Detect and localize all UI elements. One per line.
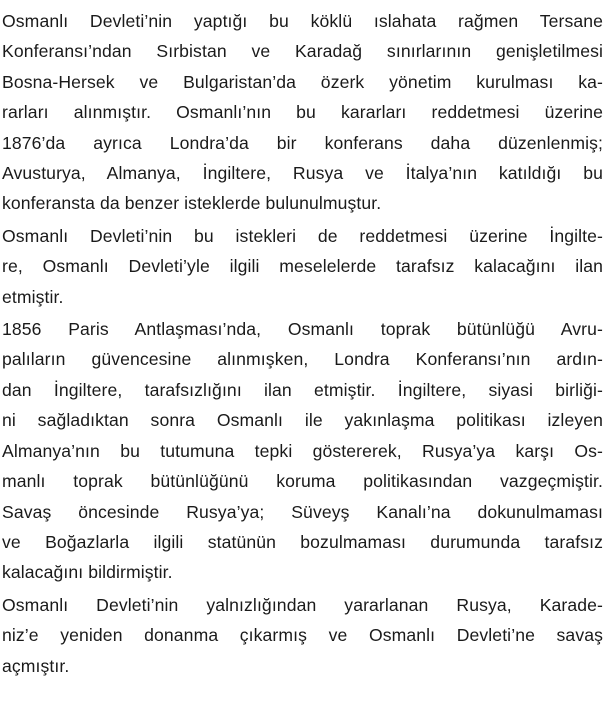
text-line: konferansta da benzer isteklerde bulunulmuştur. xyxy=(2,193,382,214)
text-line: 1876’da ayrıca Londra’da bir konferans daha düzenlenmiş; xyxy=(2,132,603,153)
text-line: niz’e yeniden donanma çıkarmış ve Osmanlı Devleti’ne savaş xyxy=(2,625,603,646)
text-line: Bosna-Hersek ve Bulgaristan’da özerk yönetim kurulması ka- xyxy=(2,71,603,92)
text-line: Almanya’nın bu tutumuna tepki göstererek, Rusya’ya karşı Os- xyxy=(2,440,603,461)
text-line: Osmanlı Devleti’nin yaptığı bu köklü ıslahata rağmen Tersane xyxy=(2,11,603,31)
text-line: re, Osmanlı Devleti’yle ilgili meselelerde tarafsız kalacağını ilan xyxy=(2,256,603,277)
text-line: 1856 Paris Antlaşması’nda, Osmanlı toprak bütünlüğü Avru- xyxy=(2,319,603,340)
text-line: dan İngiltere, tarafsızlığını ilan etmiştir. İngiltere, siyasi birliği- xyxy=(2,379,603,400)
text-line: ve Boğazlarla ilgili statünün bozulmaması durumunda tarafsız xyxy=(2,531,603,552)
text-line: kalacağını bildirmiştir. xyxy=(2,562,173,583)
text-line: açmıştır. xyxy=(2,655,70,676)
text-line: manlı toprak bütünlüğünü koruma politikasından vazgeçmiştir. xyxy=(2,471,603,492)
paragraph-3 xyxy=(2,314,603,588)
text-line: etmiştir. xyxy=(2,286,64,307)
text-line: Osmanlı Devleti’nin yalnızlığından yararlanan Rusya, Karade- xyxy=(2,594,603,615)
text-line: rarları alınmıştır. Osmanlı’nın bu kararları reddetmesi üzerine xyxy=(2,102,603,123)
text-line: Savaş öncesinde Rusya’ya; Süveyş Kanalı’na dokunulmaması xyxy=(2,501,603,522)
text-line: Avusturya, Almanya, İngiltere, Rusya ve İtalya’nın katıldığı bu xyxy=(2,163,603,184)
text-line: Konferansı’ndan Sırbistan ve Karadağ sınırlarının genişletilmesi xyxy=(2,41,603,62)
text-line: ni sağladıktan sonra Osmanlı ile yakınlaşma politikası izleyen xyxy=(2,410,603,431)
text-line: Osmanlı Devleti’nin bu istekleri de reddetmesi üzerine İngilte- xyxy=(2,225,603,246)
paragraph-1 xyxy=(2,6,603,219)
text-line: palıların güvencesine alınmışken, Londra Konferansı’nın ardın- xyxy=(2,349,603,370)
paragraph-4 xyxy=(2,590,603,681)
paragraph-2 xyxy=(2,221,603,312)
